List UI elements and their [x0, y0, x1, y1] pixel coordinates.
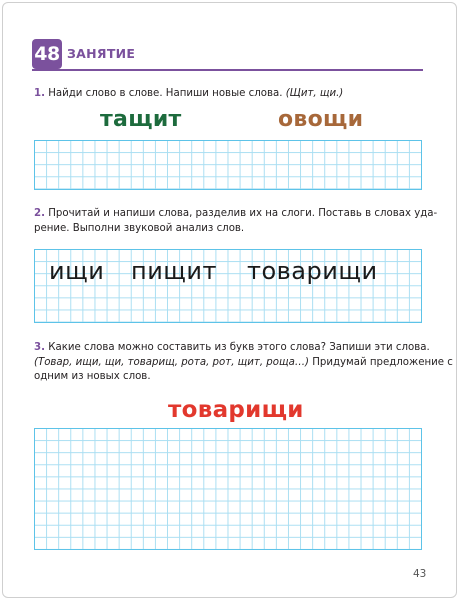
task-2-text-line1: Прочитай и напиши слова, разделив их на слоги. Поставь в словах уда- — [48, 208, 438, 219]
task-1-text: Найди слово в слове. Напиши новые слова. — [48, 88, 283, 99]
task-1-word-right: овощи — [278, 107, 364, 132]
task-3-word: товарищи — [168, 397, 304, 423]
task-3-text-line3: одним из новых слов. — [34, 371, 151, 382]
task-3-text-line1: Какие слова можно составить из букв этого слова? Запиши эти слова. — [48, 342, 430, 353]
task-3-text-line2: Придумай предложение с — [309, 356, 453, 368]
task-3-hint: (Товар, ищи, щи, товарищ, рота, рот, щит, роща…) — [34, 356, 309, 368]
task-3-writing-grid[interactable] — [34, 428, 422, 550]
task-2-word-1: ищи — [49, 257, 105, 285]
header-divider — [32, 69, 423, 71]
task-1-number: 1. — [34, 88, 45, 99]
task-1-word-left: тащит — [100, 107, 182, 132]
workbook-page — [2, 2, 457, 598]
task-3-number: 3. — [34, 342, 45, 353]
lesson-title: ЗАНЯТИЕ — [67, 46, 136, 61]
lesson-number-badge: 48 — [32, 39, 62, 69]
task-2-number: 2. — [34, 208, 45, 219]
task-3-instruction — [34, 341, 453, 385]
task-2-word-2: пищит — [131, 257, 217, 285]
task-2-word-3: товарищи — [247, 257, 378, 285]
lesson-header — [32, 39, 423, 71]
task-1-hint: (Щит, щи.) — [285, 88, 344, 99]
page-number: 43 — [413, 568, 427, 580]
task-1-instruction — [34, 87, 343, 102]
task-2-text-line2: рение. Выполни звуковой анализ слов. — [34, 222, 245, 234]
task-1-writing-grid[interactable] — [34, 140, 422, 190]
task-2-instruction — [34, 207, 437, 236]
